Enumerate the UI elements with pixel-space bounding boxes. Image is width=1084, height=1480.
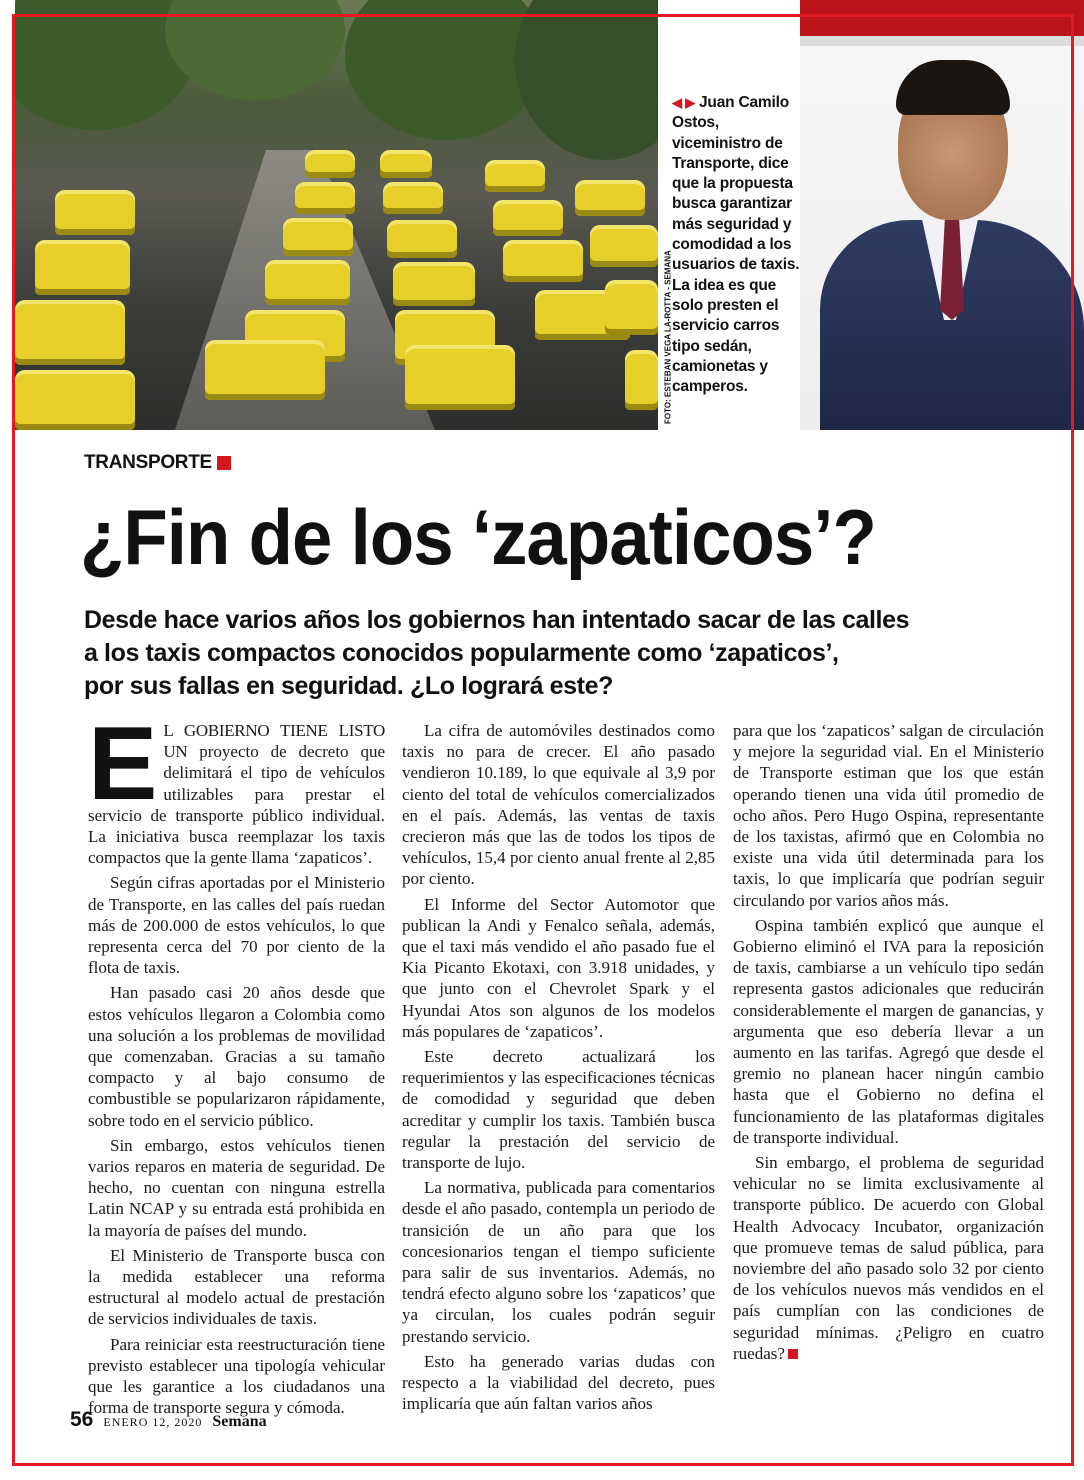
deck-line: a los taxis compactos conocidos popularmente como ‘zapaticos’, <box>84 639 839 667</box>
article-paragraph: Según cifras aportadas por el Ministerio de Transporte, en las calles del país ruedan más de 200.000 de estos vehículos, lo que representa cerca del 70 por ciento de la flota de taxis. <box>88 873 385 978</box>
article-column-1 <box>88 706 385 1423</box>
caption-text: Juan Camilo Ostos, viceministro de Transporte, dice que la propuesta busca garantizar más seguridad y comodidad a los usuarios de taxis. La idea es que solo presten el servicio carros tipo sedán, camionetas y camperos. <box>672 94 800 396</box>
section-label <box>84 452 231 474</box>
article-paragraph: El Ministerio de Transporte busca con la medida establecer una reforma estructural al modelo actual de prestación de servicios individuales de taxis. <box>88 1245 385 1329</box>
article-paragraph: Sin embargo, el problema de seguridad vehicular no se limita exclusivamente al transporte público. De acuerdo con Global Health Advocacy Incubator, organización que promueve temas de salud pública, para noviembre del año pasado solo 32 por ciento de los vehículos nuevos más vendidos en el país cumplían con las condiciones de seguridad mínimas. ¿Peligro en cuatro ruedas? <box>733 1153 1044 1363</box>
folio <box>70 1408 267 1432</box>
page-number: 56 <box>70 1408 94 1431</box>
article-column-3 <box>733 720 1044 1368</box>
section-label-text: TRANSPORTE <box>84 452 212 473</box>
dropcap: E <box>88 706 158 822</box>
portrait-photo <box>800 0 1084 430</box>
article-paragraph: El Informe del Sector Automotor que publican la Andi y Fenalco señala, además, que el taxi más vendido el año pasado fue el Kia Picanto Ekotaxi, con 3.918 unidades, y que junto con el Chevrolet Spark y el Hyundai Atos son algunos de los modelos más populares de ‘zapaticos’. <box>402 894 715 1041</box>
headline: ¿Fin de los ‘zapaticos’? <box>80 493 876 581</box>
article-paragraph: Para reiniciar esta reestructuración tiene previsto establecer una tipología vehicular que les garantice a los ciudadanos una forma de transporte segura y cómoda. <box>88 1334 385 1418</box>
article-paragraph: Sin embargo, estos vehículos tienen varios reparos en materia de seguridad. De hecho, no cuentan con ninguna estrella Latin NCAP y su entrada está prohibida en la mayoría de países del mundo. <box>88 1135 385 1240</box>
red-square-icon <box>217 456 231 470</box>
article-paragraph: Esto ha generado varias dudas con respecto a la viabilidad del decreto, pues implicaría que aún faltan varios años <box>402 1351 715 1414</box>
issue-date: ENERO 12, 2020 <box>103 1415 203 1429</box>
photo-credit: FOTO: ESTEBAN VEGA LA-ROTTA - SEMANA <box>663 250 673 425</box>
article-paragraph: Ospina también explicó que aunque el Gobierno eliminó el IVA para la reposición de taxis, cambiarse a un vehículo tipo sedán representa gastos adicionales que reducirán considerablemente el margen de ganancias, y argumenta que eso debería llevar a un aumento en las tarifas. Agregó que desde el gremio no planean hacer ningún cambio hasta que el Gobierno no defina el funcionamiento de las plataformas digitales de transporte individual. <box>733 915 1044 1147</box>
article-column-2 <box>402 720 715 1419</box>
end-mark-icon <box>788 1349 798 1359</box>
magazine-name: Semana <box>212 1413 267 1430</box>
article-paragraph: La normativa, publicada para comentarios desde el año pasado, contempla un periodo de transición de un año para que los concesionarios tengan el tiempo suficiente para salir de sus inventarios. Además, no tendrá efecto alguno sobre los ‘zapaticos’ que ya circulan, los cuales podrán seguir prestando servicio. <box>402 1178 715 1346</box>
photo-caption <box>672 93 800 397</box>
article-paragraph: Han pasado casi 20 años desde que estos vehículos llegaron a Colombia como una solución a los problemas de movilidad que comenzaban. Gracias a su tamaño compacto y al bajo consumo de combustible se popularizaron rápidamente, sobre todo en el servicio público. <box>88 983 385 1130</box>
deck-line: Desde hace varios años los gobiernos han intentado sacar de las calles <box>84 606 910 634</box>
deck-line: por sus fallas en seguridad. ¿Lo logrará este? <box>84 672 613 700</box>
taxi-protest-photo <box>15 0 658 430</box>
article-paragraph: para que los ‘zapaticos’ salgan de circulación y mejore la seguridad vial. En el Ministerio de Transporte estiman que los que están operando tienen una vida útil promedio de ocho años. Pero Hugo Ospina, representante de los taxistas, afirmó que en Colombia no existe una vida útil determinada para los taxis, lo que implicaría que podrían seguir circulando por varios años más. <box>733 721 1044 910</box>
deck <box>84 604 1044 703</box>
lead-caps: L GOBIERNO TIENE LISTO UN <box>163 721 385 762</box>
left-right-arrows-icon: ◀ ▶ <box>672 95 696 110</box>
article-paragraph: La cifra de automóviles destinados como taxis no para de crecer. El año pasado vendieron 10.189, lo que equivale al 3,9 por ciento del total de vehículos comercializados en el país. Además, las ventas de taxis crecieron más que las de todos los tipos de vehículos, 15,4 por ciento anual frente al 2,85 por ciento. <box>402 721 715 889</box>
article-paragraph: E L GOBIERNO TIENE LISTO UN proyecto de decreto que delimitará el tipo de vehículos utilizables para prestar el servicio de transporte público individual. La iniciativa busca reemplazar los taxis compactos que la gente llama ‘zapaticos’. <box>88 706 385 868</box>
article-paragraph: Este decreto actualizará los requerimientos y las especificaciones técnicas de comodidad y seguridad que deben acreditar y cumplir los taxis. También busca regular la prestación del servicio de transporte de lujo. <box>402 1047 715 1173</box>
